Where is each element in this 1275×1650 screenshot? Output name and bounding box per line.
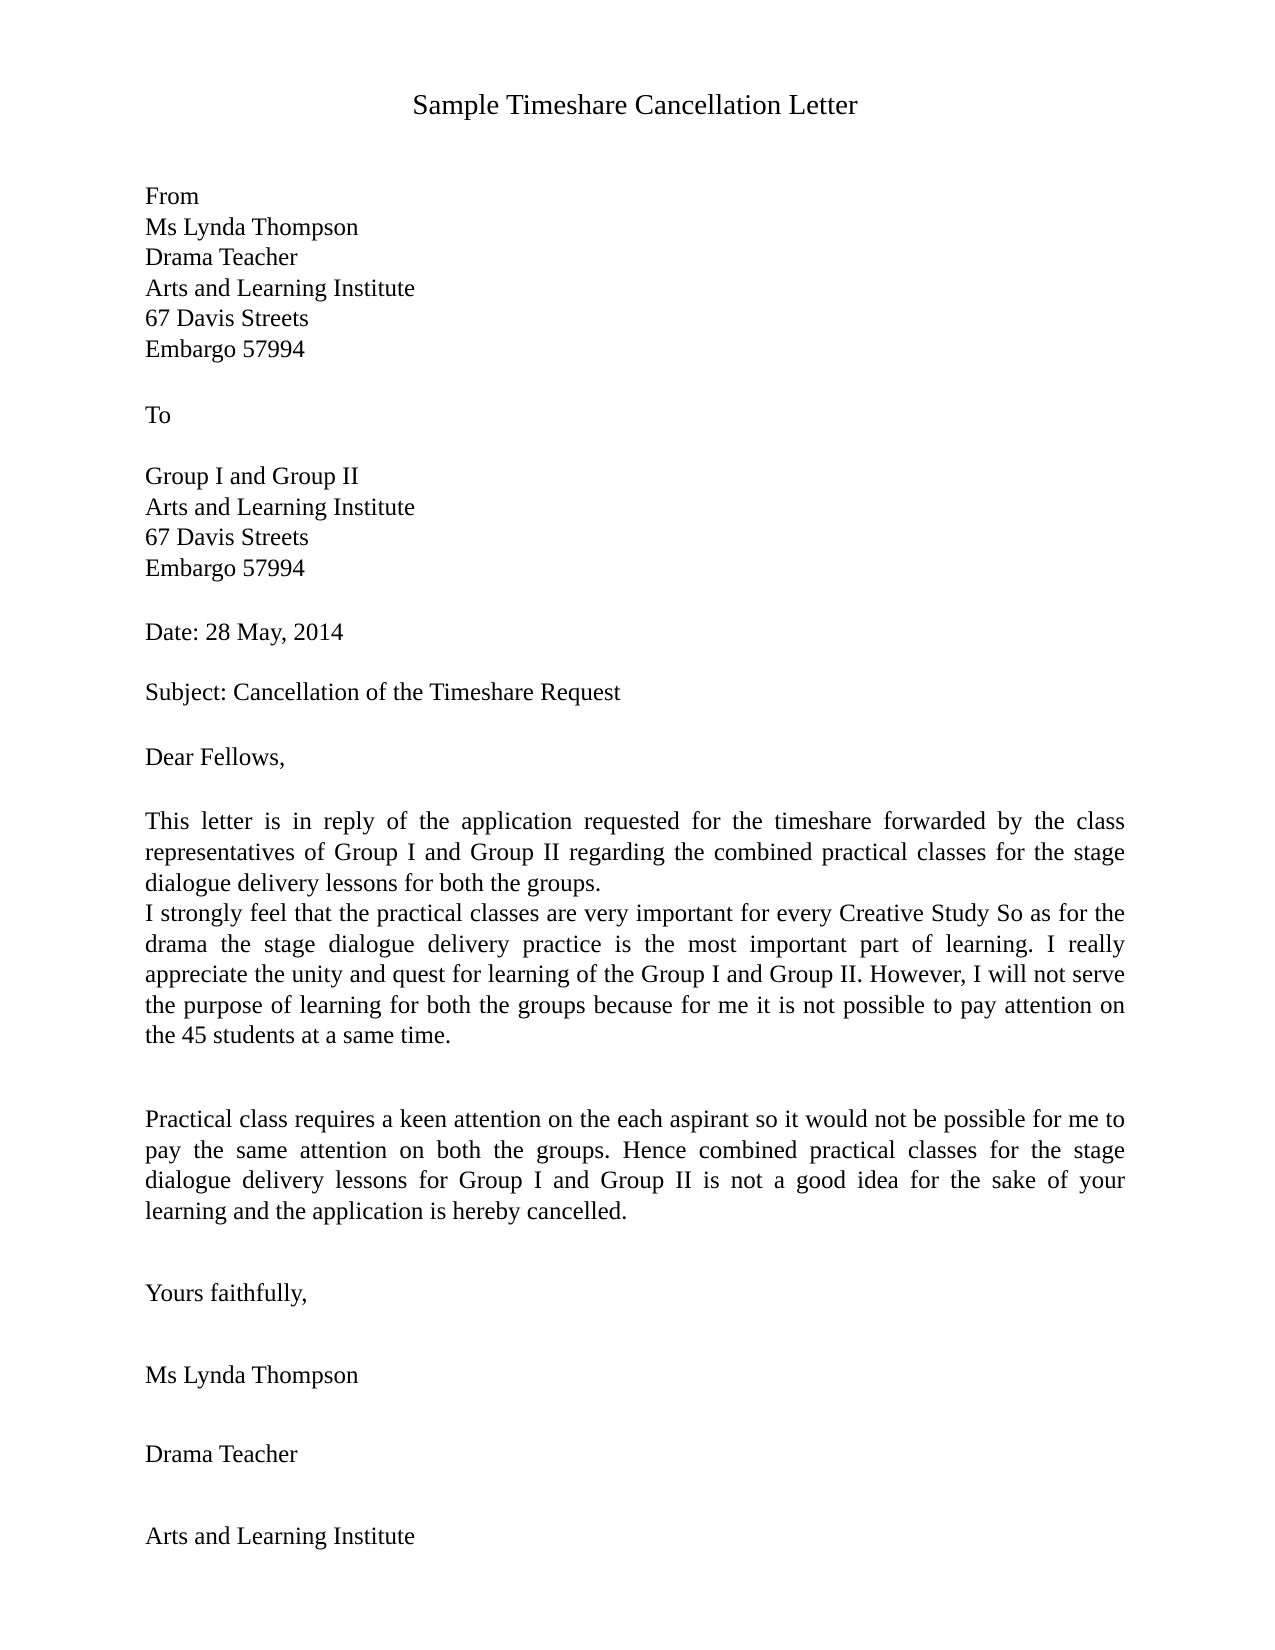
from-line-street: 67 Davis Streets: [145, 305, 309, 333]
subject-line: Subject: Cancellation of the Timeshare Request: [145, 679, 621, 707]
body-paragraph-2: I strongly feel that the practical classes are very important for every Creative Study So as for the drama the stage dialogue delivery practice is the most important part of learning. I really appreciate the unity and quest for learning of the Group I and Group II. However, I will not serve the purpose of learning for both the groups because for me it is not possible to pay attention on the 45 students at a same time.: [145, 900, 1125, 1050]
from-line-role: Drama Teacher: [145, 244, 298, 272]
to-line-street: 67 Davis Streets: [145, 524, 309, 552]
date-line: Date: 28 May, 2014: [145, 618, 344, 646]
to-line-org: Arts and Learning Institute: [145, 493, 416, 521]
body-paragraph-1: This letter is in reply of the application requested for the timeshare forwarded by the class representatives of Group I and Group II regarding the combined practical classes for the stage dialogue delivery lessons for both the groups.: [145, 808, 1125, 897]
to-line-recipient: Group I and Group II: [145, 463, 359, 491]
from-block: [145, 182, 1125, 366]
signature-name: Ms Lynda Thompson: [145, 1362, 359, 1390]
to-block: [145, 462, 1125, 584]
to-label: To: [145, 401, 172, 429]
signature-title: Drama Teacher: [145, 1440, 298, 1468]
salutation: Dear Fellows,: [145, 743, 286, 771]
from-line-city: Embargo 57994: [145, 335, 305, 363]
from-label: From: [145, 183, 200, 210]
from-line-org: Arts and Learning Institute: [145, 274, 416, 302]
letter-title: Sample Timeshare Cancellation Letter: [412, 89, 858, 121]
to-line-city: Embargo 57994: [145, 554, 305, 582]
body-paragraph-3: Practical class requires a keen attention on the each aspirant so it would not be possible for me to pay the same attention on both the groups. Hence combined practical classes for the stage dialogue delivery lessons for Group I and Group II is not a good idea for the sake of your learning and the application is hereby cancelled.: [145, 1106, 1125, 1225]
from-line-name: Ms Lynda Thompson: [145, 213, 359, 241]
closing: Yours faithfully,: [145, 1280, 308, 1308]
signature-org: Arts and Learning Institute: [145, 1523, 416, 1551]
